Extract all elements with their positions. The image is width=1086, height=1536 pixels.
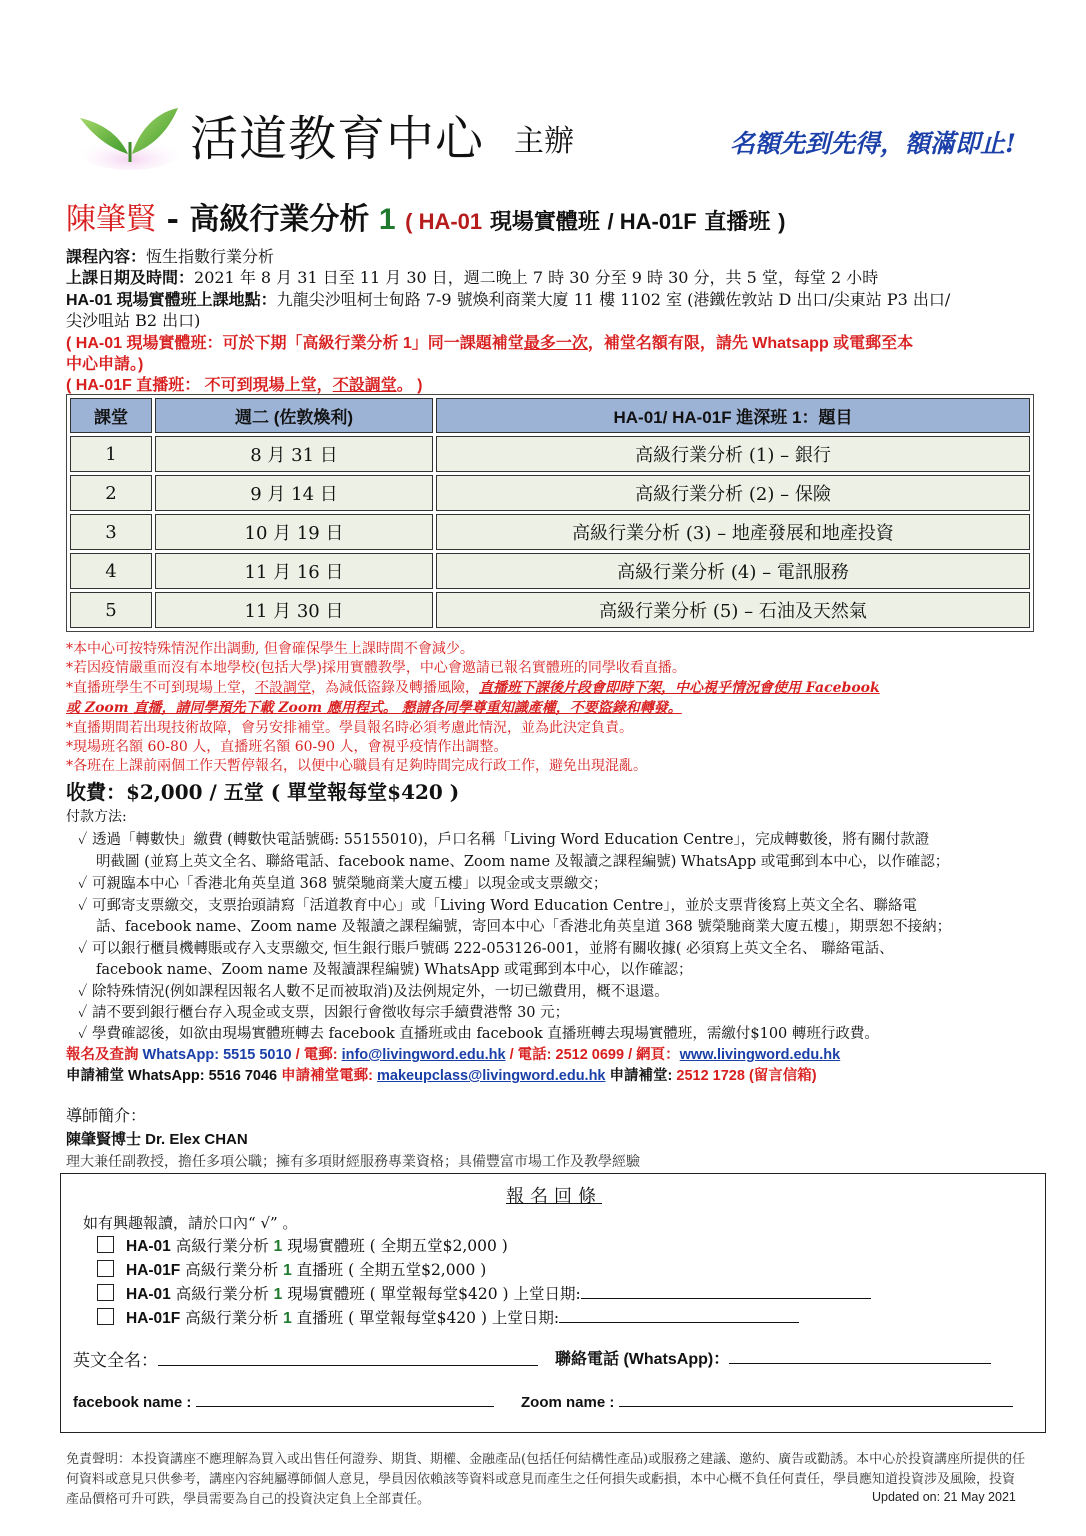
payment-item: ✓ 可親臨本中心「香港北角英皇道 368 號榮馳商業大廈五樓」以現金或支票繳交；: [78, 876, 608, 892]
payment-item-cont: facebook name、Zoom name 及報讀課程編號) WhatsApp 或電郵到本中心，以作確認；: [96, 962, 693, 978]
phone-field[interactable]: [729, 1349, 991, 1364]
date-field[interactable]: [581, 1284, 871, 1299]
makeup-contact-line: 申請補堂 WhatsApp: 5516 7046 申請補堂電郵: makeupclass@livingword.edu.hk 申請補堂: 2512 1728 (留言信箱): [66, 1068, 817, 1084]
logo-sprout: [78, 92, 182, 170]
course-title: 陳肇賢 - 高級行業分析 1 ( HA-01 現場實體班 / HA-01F 直播班 ): [66, 202, 786, 237]
table-row: 1 8 月 31 日 高級行業分析 (1) – 銀行: [70, 436, 1030, 472]
venue-line-2: 尖沙咀站 B2 出口): [66, 311, 201, 330]
payment-item: ✓ 可郵寄支票繳交，支票抬頭請寫「活道教育中心」或「Living Word Education Centre」，並於支票背後寫上英文全名、聯絡電: [78, 898, 917, 914]
check-icon: ✓: [78, 984, 88, 1000]
contact-line: 報名及查詢 WhatsApp: 5515 5010 / 電郵: info@livingword.edu.hk / 電話: 2512 0699 / 網頁：www.livingword.edu.hk: [66, 1047, 841, 1063]
check-icon: ✓: [78, 876, 88, 892]
date-field[interactable]: [559, 1308, 799, 1323]
payment-item: ✓ 請不要到銀行櫃台存入現金或支票，因銀行會徵收每宗手續費港幣 30 元；: [78, 1005, 570, 1021]
check-icon: ✓: [78, 941, 88, 957]
payment-item-cont: 明截圖 (並寫上英文全名、聯絡電話、facebook name、Zoom name 及報讀之課程編號) WhatsApp 或電郵到本中心，以作確認；: [96, 854, 950, 870]
payment-item: ✓ 學費確認後，如欲由現場實體班轉去 facebook 直播班或由 facebook 直播班轉去現場實體班，需繳付$100 轉班行政費。: [78, 1026, 879, 1042]
note-6: *現場班名額 60-80 人，直播班名額 60-90 人，會視乎疫情作出調整。: [66, 739, 508, 755]
header-date: 週二 (佐敦煥利): [155, 398, 433, 433]
schedule-table: [66, 394, 1034, 632]
checkbox[interactable]: [97, 1236, 114, 1253]
check-icon: ✓: [78, 832, 88, 848]
email-link[interactable]: info@livingword.edu.hk: [341, 1047, 506, 1063]
facebook-row: facebook name :: [73, 1392, 494, 1411]
course-number: 1: [378, 203, 396, 236]
venue-line: HA-01 現場實體班上課地點：九龍尖沙咀柯士甸路 7-9 號煥利商業大廈 11 樓 1102 室 (港鐵佐敦站 D 出口/尖東站 P3 出口/: [66, 290, 951, 309]
content-line: 課程內容：恆生指數行業分析: [66, 247, 275, 266]
note-3: *直播班學生不可到現場上堂，不設調堂，為減低盜錄及轉播風險，直播班下課後片段會即時下架，中心視乎情況會使用 Facebook: [66, 680, 880, 696]
check-icon: ✓: [78, 898, 88, 914]
tutor-name: 陳肇賢博士 Dr. Elex CHAN: [66, 1131, 248, 1148]
table-header-row: [70, 398, 1030, 433]
fee-line: 收費：$2,000 / 五堂 ( 單堂報每堂$420 ): [66, 780, 460, 804]
payment-item: ✓ 可以銀行櫃員機轉賬或存入支票繳交, 恒生銀行賬戶號碼 222-053126-001，並將有關收據( 必須寫上英文全名、 聯絡電話、: [78, 941, 894, 957]
check-icon: ✓: [78, 1026, 88, 1042]
option-row: HA-01F 高級行業分析 1 直播班 ( 全期五堂$2,000 ): [97, 1258, 486, 1280]
makeup-email-link[interactable]: makeupclass@livingword.edu.hk: [377, 1068, 606, 1084]
note-7: *各班在上課前兩個工作天暫停報名，以便中心職員有足夠時間完成行政工作，避免出現混亂。: [66, 758, 647, 774]
note-4: 或 Zoom 直播，請同學預先下載 Zoom 應用程式。 懇請各同學尊重知識產權，不要盜錄和轉發。: [66, 700, 682, 716]
zoom-row: Zoom name :: [521, 1392, 1013, 1411]
form-title: 報名回條: [506, 1186, 602, 1207]
name-field[interactable]: [158, 1351, 538, 1366]
note-2: *若因疫情嚴重而沒有本地學校(包括大學)採用實體教學，中心會邀請已報名實體班的同學收看直播。: [66, 660, 686, 676]
payment-item: ✓ 除特殊情況(例如課程因報名人數不足而被取消)及法例規定外，一切已繳費用，概不退還。: [78, 984, 669, 1000]
option-row: HA-01 高級行業分析 1 現場實體班 ( 全期五堂$2,000 ): [97, 1234, 508, 1256]
table-row: 4 11 月 16 日 高級行業分析 (4) – 電訊服務: [70, 553, 1030, 589]
host-label: 主辦: [514, 124, 574, 159]
slogan: 名額先到先得，額滿即止!: [730, 129, 1016, 158]
registration-form: [60, 1173, 1046, 1433]
name-row: 英文全名：: [73, 1346, 538, 1371]
tutor-heading: 導師簡介：: [66, 1106, 147, 1125]
course-codes: ( HA-01 現場實體班 / HA-01F 直播班 ): [405, 209, 786, 235]
org-name: 活道教育中心: [190, 111, 485, 167]
option-row: HA-01F 高級行業分析 1 直播班 ( 單堂報每堂$420 ) 上堂日期:: [97, 1306, 799, 1328]
website-link[interactable]: www.livingword.edu.hk: [679, 1047, 841, 1063]
payment-item: ✓ 透過「轉數快」繳費 (轉數快電話號碼: 55155010)，戶口名稱「Living Word Education Centre」，完成轉數後，將有關付款證: [78, 832, 930, 848]
makeup-note-2: 中心申請。): [66, 356, 144, 373]
checkbox[interactable]: [97, 1260, 114, 1277]
live-note: ( HA-01F 直播班： 不可到現場上堂，不設調堂。 ): [66, 377, 423, 394]
tutor-desc: 理大兼任副教授，擔任多項公職；擁有多項財經服務專業資格；具備豐富市場工作及教學經驗: [66, 1154, 640, 1170]
header-lesson: 課堂: [70, 398, 152, 433]
zoom-field[interactable]: [619, 1392, 1013, 1407]
checkbox[interactable]: [97, 1308, 114, 1325]
updated-date: Updated on: 21 May 2021: [872, 1490, 1016, 1504]
phone-row: 聯絡電話 (WhatsApp)：: [555, 1346, 991, 1369]
checkbox[interactable]: [97, 1284, 114, 1301]
check-icon: ✓: [78, 1005, 88, 1021]
table-row: 2 9 月 14 日 高級行業分析 (2) – 保險: [70, 475, 1030, 511]
teacher-name: 陳肇賢: [66, 202, 156, 237]
disclaimer: 免責聲明：本投資講座不應理解為買入或出售任何證券、期貨、期權、金融產品(包括任何結構性產品)或服務之建議、邀約、廣告或勸誘。本中心於投資講座所提供的任何資料或意見只供參考，講座內容純屬導師個人意見，學員因依賴該等資料或意見而產生之任何損失或虧損，本中心概不負任何責任，學員應知道投資涉及風險，投資產品價格可升可跌，學員需要為自己的投資決定負上全部責任。: [66, 1452, 1026, 1507]
makeup-note: ( HA-01 現場實體班：可於下期「高級行業分析 1」同一課題補堂最多一次，補堂名額有限，請先 Whatsapp 或電郵至本: [66, 335, 914, 352]
form-instruction: 如有興趣報讀，請於口內“ √” 。: [83, 1214, 298, 1232]
payment-item-cont: 話、facebook name、Zoom name 及報讀之課程編號，寄回本中心「香港北角英皇道 368 號榮馳商業大廈五樓」，期票恕不接納；: [96, 919, 952, 935]
header-topic: HA-01/ HA-01F 進深班 1：題目: [436, 398, 1030, 433]
payment-heading: 付款方法:: [66, 809, 127, 825]
course-name: 高級行業分析: [189, 202, 370, 237]
time-line: 上課日期及時間：2021 年 8 月 31 日至 11 月 30 日，週二晚上 7 時 30 分至 9 時 30 分，共 5 堂，每堂 2 小時: [66, 268, 879, 287]
facebook-field[interactable]: [196, 1392, 494, 1407]
table-row: 5 11 月 30 日 高級行業分析 (5) – 石油及天然氣: [70, 592, 1030, 628]
note-5: *直播期間若出現技術故障，會另安排補堂。學員報名時必須考慮此情況，並為此決定負責。: [66, 720, 633, 736]
note-1: *本中心可按特殊情況作出調動, 但會確保學生上課時間不會減少。: [66, 641, 474, 657]
table-row: 3 10 月 19 日 高級行業分析 (3) – 地產發展和地產投資: [70, 514, 1030, 550]
option-row: HA-01 高級行業分析 1 現場實體班 ( 單堂報每堂$420 ) 上堂日期:: [97, 1282, 871, 1304]
